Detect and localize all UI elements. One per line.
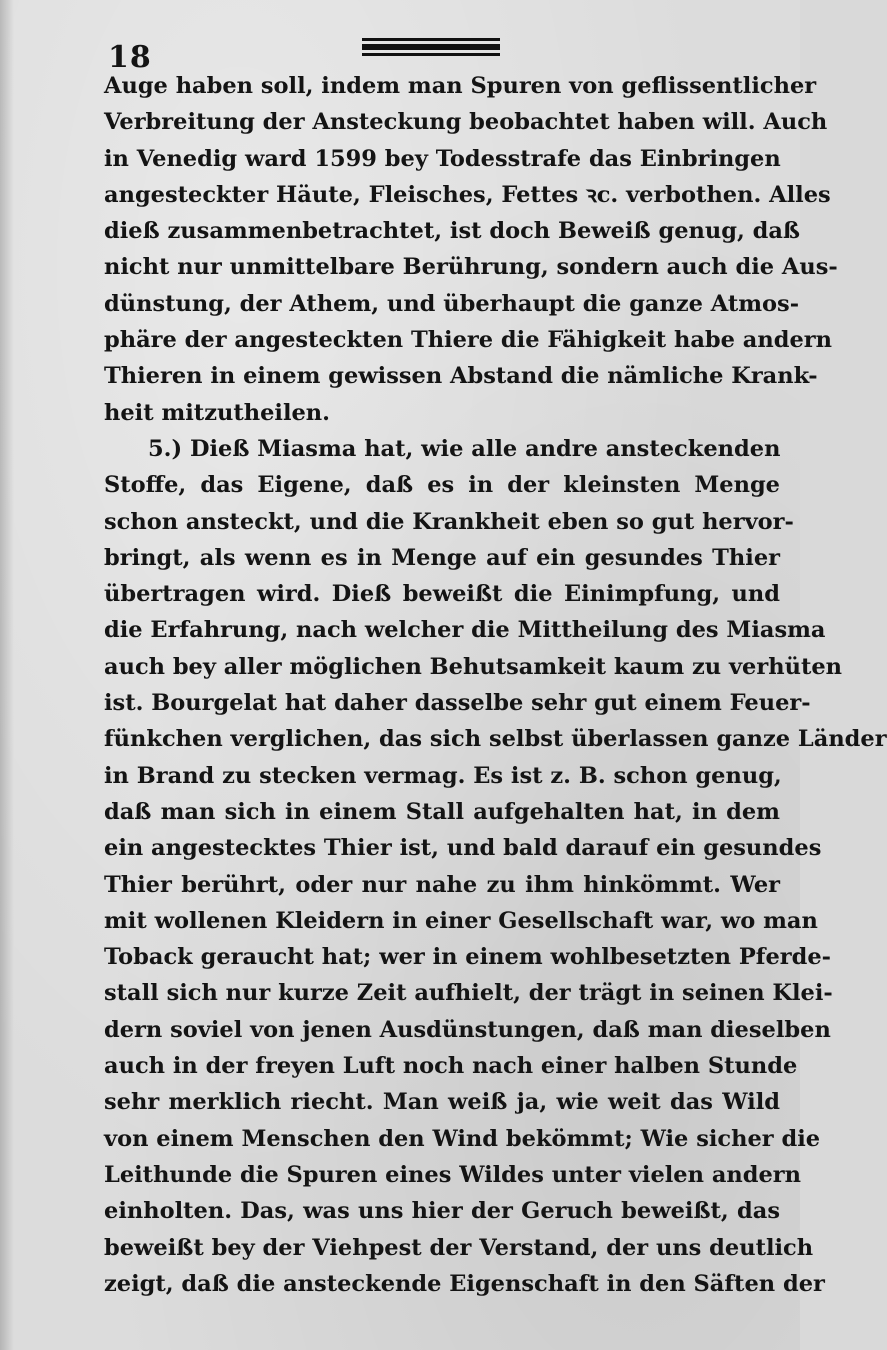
text-line: Thieren in einem gewissen Abstand die nämliche Krank- [104,363,818,390]
text-line: zeigt, daß die ansteckende Eigenschaft in den Säften der [104,1270,825,1297]
text-line: bringt, als wenn es in Menge auf ein gesundes Thier [104,544,780,571]
text-line: in Brand zu stecken vermag. Es ist z. B. schon genug, [104,762,782,789]
text-line-paragraph-start: 5.) Dieß Miasma hat, wie alle andre ansteckenden [148,435,781,462]
page-edge-shadow [0,0,14,1350]
text-line: sehr merklich riecht. Man weiß ja, wie weit das Wild [104,1089,780,1116]
text-line: übertragen wird. Dieß beweißt die Einimpfung, und [104,581,780,608]
text-line: Auge haben soll, indem man Spuren von geflissentlicher [104,73,817,99]
header-rule-thin-top [362,38,500,41]
header-ornament-rule [362,38,500,60]
text-line: stall sich nur kurze Zeit aufhielt, der trägt in seinen Klei- [104,980,833,1007]
text-line: ist. Bourgelat hat daher dasselbe sehr gut einem Feuer- [104,690,811,717]
text-line: Thier berührt, oder nur nahe zu ihm hinkömmt. Wer [104,871,780,898]
text-line: angesteckter Häute, Fleisches, Fettes ꝛc. verbothen. Alles [104,181,831,208]
text-line: auch bey aller möglichen Behutsamkeit kaum zu verhüten [104,653,843,680]
text-line: daß man sich in einem Stall aufgehalten hat, in dem [104,798,780,825]
text-line: beweißt bey der Viehpest der Verstand, der uns deutlich [104,1234,814,1261]
header-rule-thin-bottom [362,53,500,56]
text-line: die Erfahrung, nach welcher die Mittheilung des Miasma [104,617,826,644]
text-line: von einem Menschen den Wind bekömmt; Wie sicher die [104,1125,821,1152]
text-line: einholten. Das, was uns hier der Geruch beweißt, das [104,1198,780,1225]
text-line: schon ansteckt, und die Krankheit eben so gut hervor- [104,508,794,535]
text-line: auch in der freyen Luft noch nach einer halben Stunde [104,1053,798,1080]
text-line: nicht nur unmittelbare Berührung, sondern auch die Aus- [104,254,838,281]
text-line: mit wollenen Kleidern in einer Gesellschaft war, wo man [104,907,818,934]
text-line: Stoffe, das Eigene, daß es in der kleinsten Menge [104,472,780,499]
text-line: heit mitzutheilen. [104,399,330,426]
text-line: fünkchen verglichen, das sich selbst überlassen ganze Länder [104,726,887,753]
text-line: dünstung, der Athem, und überhaupt die ganze Atmos- [104,290,800,317]
page-number: 18 [108,40,152,75]
text-line: Verbreitung der Ansteckung beobachtet haben will. Auch [104,109,828,136]
header-rule-thick [362,44,500,50]
text-line: dieß zusammenbetrachtet, ist doch Beweiß genug, daß [104,218,801,245]
text-line: Leithunde die Spuren eines Wildes unter vielen andern [104,1161,802,1188]
text-line: phäre der angesteckten Thiere die Fähigkeit habe andern [104,327,833,354]
body-text [104,68,887,1302]
text-line: ein angestecktes Thier ist, und bald darauf ein gesundes [104,835,822,862]
text-line: in Venedig ward 1599 bey Todesstrafe das Einbringen [104,145,781,172]
text-line: dern soviel von jenen Ausdünstungen, daß man dieselben [104,1016,831,1043]
text-line: Toback geraucht hat; wer in einem wohlbesetzten Pferde- [104,944,832,971]
